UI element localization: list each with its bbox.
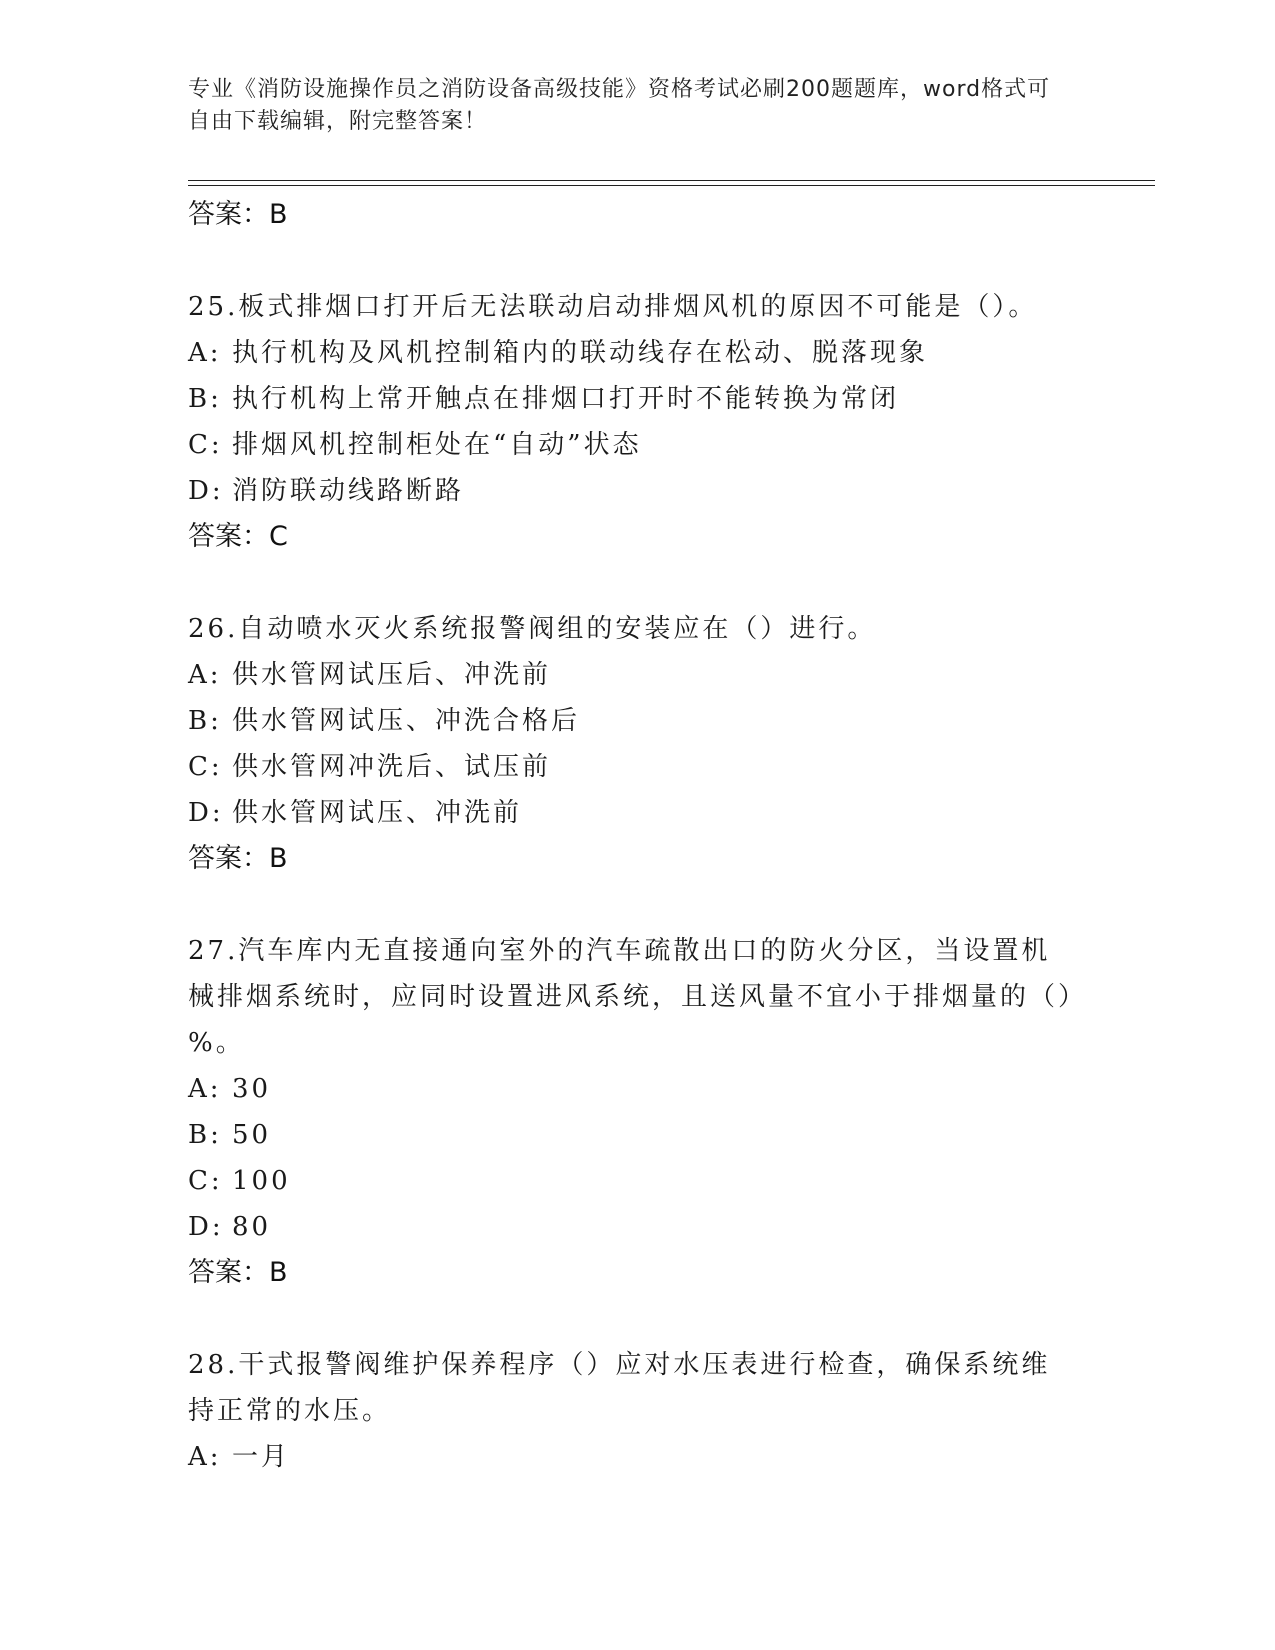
option-a — [188, 1066, 1088, 1112]
option-text: 消防联动线路断路 — [232, 476, 465, 506]
option-c — [188, 1158, 1088, 1204]
option-letter: B: — [188, 706, 222, 736]
answer-line: 答案：B — [188, 843, 288, 874]
option-letter: C: — [188, 752, 223, 782]
option-d — [188, 468, 1088, 514]
option-letter: C: — [188, 1166, 223, 1196]
answer-line: 答案：B — [188, 1257, 288, 1288]
option-b — [188, 698, 1088, 744]
option-letter: B: — [188, 384, 222, 414]
option-text: 供水管网冲洗后、试压前 — [232, 752, 552, 782]
question-stem: 27.汽车库内无直接通向室外的汽车疏散出口的防火分区，当设置机械排烟系统时，应同时设置进风系统，且送风量不宜小于排烟量的（）%。 — [188, 936, 1075, 1058]
option-d — [188, 1204, 1088, 1250]
option-letter: A: — [188, 1074, 222, 1104]
option-letter: A: — [188, 1442, 222, 1472]
option-letter: A: — [188, 338, 222, 368]
question-stem: 26.自动喷水灭火系统报警阀组的安装应在（）进行。 — [188, 614, 877, 644]
option-letter: B: — [188, 1120, 222, 1150]
option-text: 50 — [232, 1120, 272, 1150]
spacer — [188, 1296, 1088, 1342]
spacer — [188, 560, 1088, 606]
option-text: 供水管网试压、冲洗前 — [232, 798, 523, 828]
option-text: 100 — [232, 1166, 291, 1196]
header-divider-top — [188, 180, 1155, 181]
option-a — [188, 652, 1088, 698]
option-letter: D: — [188, 798, 224, 828]
spacer — [188, 238, 1088, 284]
option-d — [188, 790, 1088, 836]
question-stem: 28.干式报警阀维护保养程序（）应对水压表进行检查，确保系统维持正常的水压。 — [188, 1350, 1051, 1426]
question-stem: 25.板式排烟口打开后无法联动启动排烟风机的原因不可能是（）。 — [188, 292, 1038, 322]
option-c — [188, 744, 1088, 790]
option-a — [188, 330, 1088, 376]
option-text: 排烟风机控制柜处在“自动”状态 — [232, 430, 642, 460]
option-text: 执行机构及风机控制箱内的联动线存在松动、脱落现象 — [232, 338, 929, 368]
option-text: 供水管网试压后、冲洗前 — [232, 660, 552, 690]
document-header: 专业《消防设施操作员之消防设备高级技能》资格考试必刷200题题库，word格式可自由下载编辑，附完整答案！ — [188, 77, 1051, 134]
option-text: 供水管网试压、冲洗合格后 — [232, 706, 581, 736]
option-b — [188, 376, 1088, 422]
option-text: 80 — [232, 1212, 272, 1242]
question-list — [188, 188, 1088, 1480]
answer-line: 答案：C — [188, 521, 288, 552]
option-letter: A: — [188, 660, 222, 690]
option-text: 一月 — [232, 1442, 291, 1472]
spacer — [188, 882, 1088, 928]
option-letter: D: — [188, 1212, 224, 1242]
header-divider-bottom — [188, 185, 1155, 186]
option-letter: C: — [188, 430, 223, 460]
option-text: 执行机构上常开触点在排烟口打开时不能转换为常闭 — [232, 384, 900, 414]
option-letter: D: — [188, 476, 224, 506]
answer-line: 答案：B — [188, 199, 288, 230]
option-c — [188, 422, 1088, 468]
option-text: 30 — [232, 1074, 272, 1104]
option-a — [188, 1434, 1088, 1480]
option-b — [188, 1112, 1088, 1158]
